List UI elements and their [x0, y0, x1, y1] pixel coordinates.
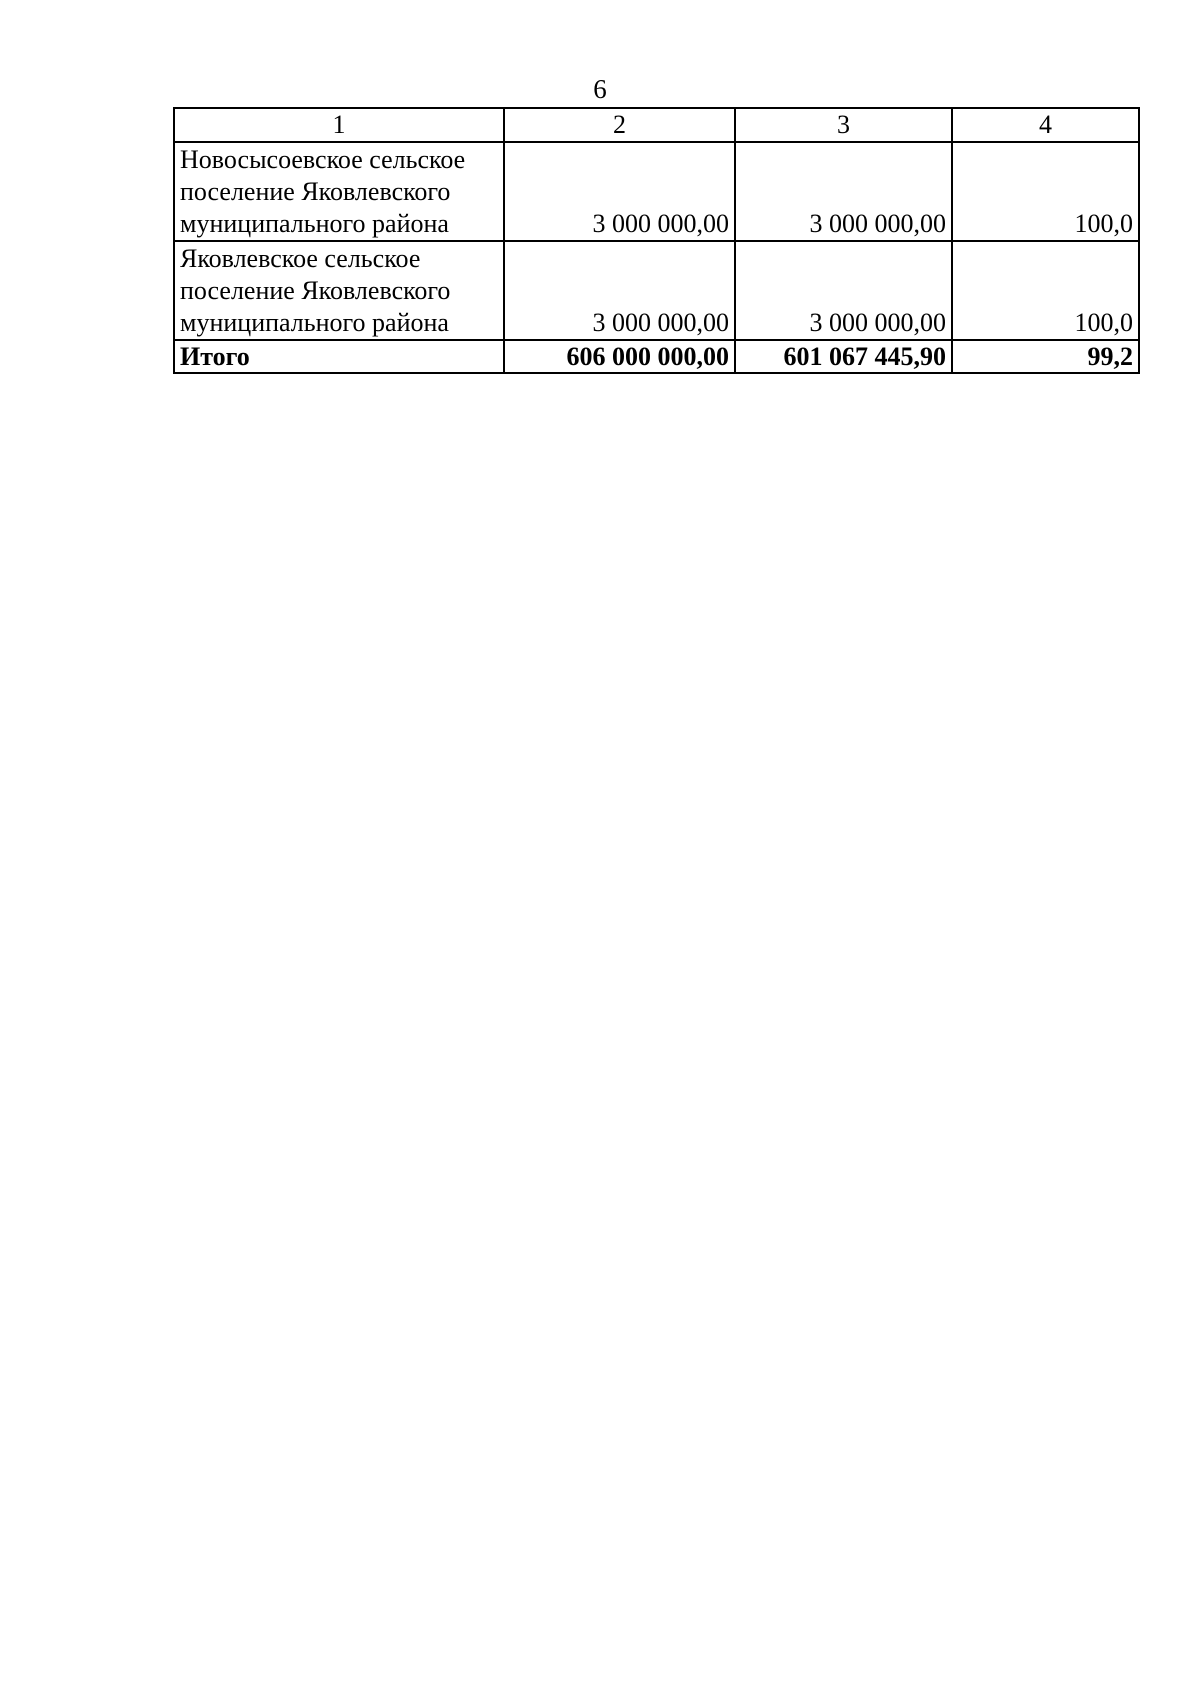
settlement-name-line: Новосысоевское сельское [180, 145, 466, 174]
table-row [174, 142, 1139, 241]
page-number: 6 [593, 74, 607, 104]
table-row [174, 241, 1139, 340]
percent-cell: 100,0 [952, 241, 1139, 340]
column-number-2: 2 [504, 108, 735, 142]
planned-amount-cell: 3 000 000,00 [504, 142, 735, 241]
settlement-name-line: поселение Яковлевского [180, 177, 451, 206]
column-number-1: 1 [174, 108, 504, 142]
settlement-name-line: муниципального района [180, 209, 449, 238]
total-percent: 99,2 [952, 340, 1139, 373]
settlement-name-line: поселение Яковлевского [180, 276, 451, 305]
settlement-name-line: муниципального района [180, 308, 449, 337]
column-number-4: 4 [952, 108, 1139, 142]
total-row [174, 340, 1139, 373]
total-planned-amount: 606 000 000,00 [504, 340, 735, 373]
total-actual-amount: 601 067 445,90 [735, 340, 952, 373]
settlement-name-cell [174, 142, 504, 241]
actual-amount-cell: 3 000 000,00 [735, 241, 952, 340]
settlement-name-line: Яковлевское сельское [180, 244, 421, 273]
percent-cell: 100,0 [952, 142, 1139, 241]
table-header-row [174, 108, 1139, 142]
planned-amount-cell: 3 000 000,00 [504, 241, 735, 340]
settlement-name-cell [174, 241, 504, 340]
budget-table [173, 107, 1140, 374]
column-number-3: 3 [735, 108, 952, 142]
total-label: Итого [174, 340, 504, 373]
actual-amount-cell: 3 000 000,00 [735, 142, 952, 241]
